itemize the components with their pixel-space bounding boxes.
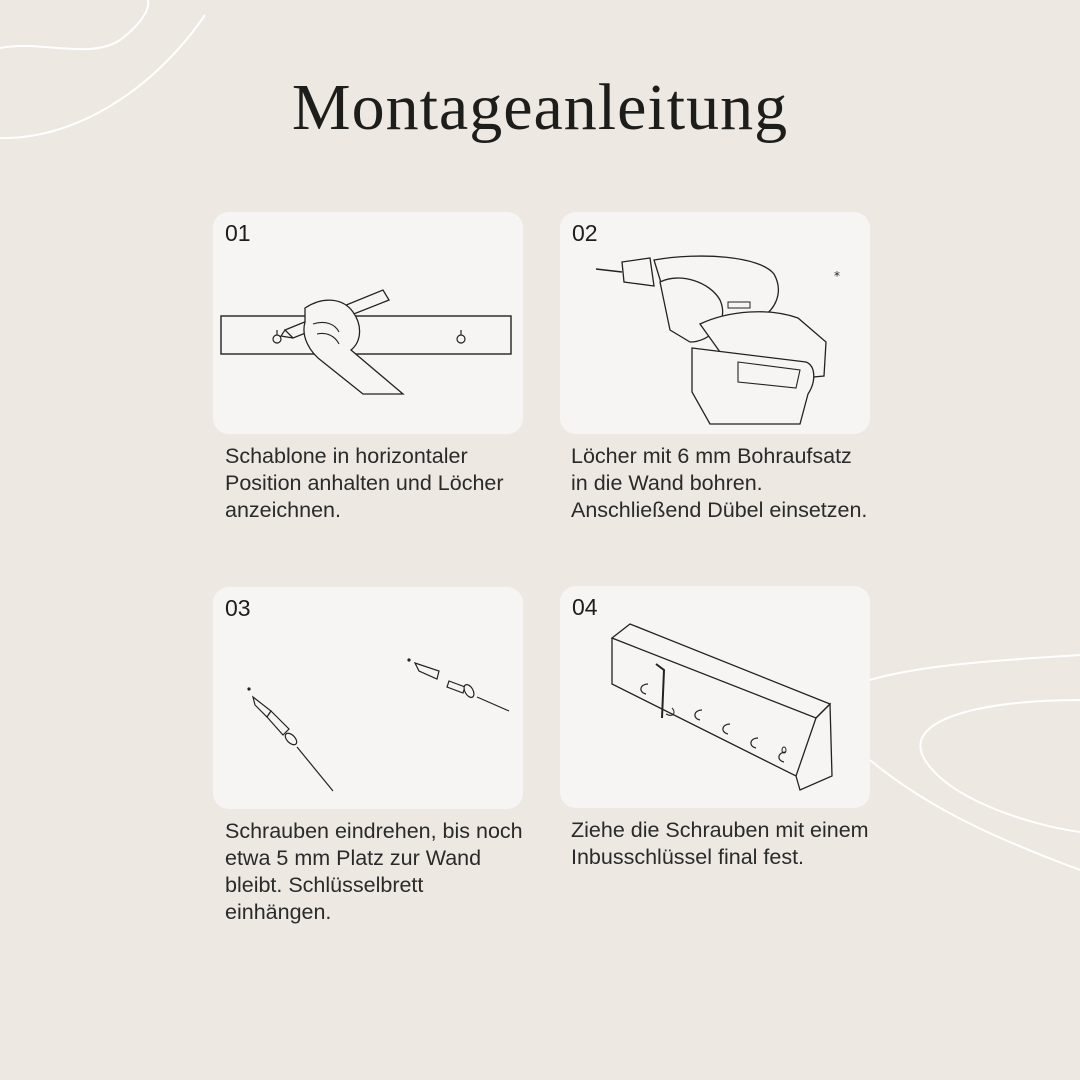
drill-illustration	[560, 212, 870, 434]
step-card-02	[560, 212, 870, 434]
step-number: 01	[225, 220, 251, 246]
template-marking-illustration	[213, 212, 523, 434]
step-card-04	[560, 586, 870, 808]
step-description: Schrauben eindrehen, bis noch etwa 5 mm Platz zur Wand bleibt. Schlüsselbrett einhängen.	[225, 819, 523, 924]
key-board-allen-key-illustration	[560, 586, 870, 808]
screws-dowels-illustration	[213, 587, 523, 809]
step-description: Löcher mit 6 mm Bohraufsatz in die Wand bohren. Anschließend Dübel einsetzen.	[571, 444, 868, 522]
step-number: 02	[572, 220, 598, 246]
svg-text:*: *	[834, 269, 840, 283]
step-number: 03	[225, 595, 251, 621]
step-description: Schablone in horizontaler Position anhalten und Löcher anzeichnen.	[225, 444, 504, 522]
step-description: Ziehe die Schrauben mit einem Inbusschlüssel final fest.	[571, 818, 869, 869]
step-number: 04	[572, 594, 598, 620]
page-title: Montageanleitung	[291, 71, 789, 144]
step-card-03	[213, 587, 523, 809]
step-card-01	[213, 212, 523, 434]
